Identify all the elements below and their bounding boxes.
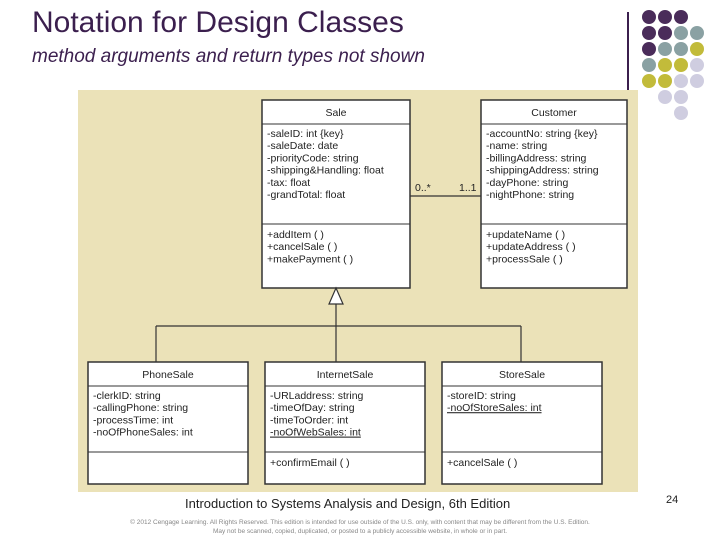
internet-sale-attribute: -noOfWebSales: int: [270, 426, 361, 439]
copyright-line-2: May not be scanned, copied, duplicated, or posted to a publicly accessible website, in whole or in part.: [212, 528, 508, 535]
phone-sale-attribute: -callingPhone: string: [93, 402, 189, 415]
decorative-dot: [674, 42, 688, 56]
customer-method: +updateAddress ( ): [486, 241, 576, 254]
store-sale-method: +cancelSale ( ): [447, 457, 518, 469]
decorative-dot: [658, 90, 672, 104]
sale-attribute: -grandTotal: float: [267, 189, 346, 201]
multiplicity-sale: 0..*: [415, 182, 431, 194]
decorative-dot: [658, 42, 672, 56]
internet-sale-method: +confirmEmail ( ): [270, 457, 350, 469]
customer-attribute: -nightPhone: string: [486, 189, 575, 201]
store-sale-class-name: StoreSale: [498, 369, 546, 381]
sale-method: +cancelSale ( ): [267, 241, 338, 254]
decorative-dot: [674, 26, 688, 40]
decorative-dot: [642, 58, 656, 72]
store-sale-attribute: -noOfStoreSales: int: [447, 402, 542, 415]
sale-attribute: -saleID: int {key}: [267, 128, 344, 140]
internet-sale-attribute: -URLaddress: string: [270, 390, 364, 402]
phone-sale-attribute: -clerkID: string: [93, 390, 161, 402]
decorative-dot: [690, 58, 704, 72]
decorative-dot: [690, 26, 704, 40]
decorative-dot: [642, 42, 656, 56]
slide-title: Notation for Design Classes: [32, 6, 404, 39]
internet-sale-attribute: -timeToOrder: int: [270, 414, 349, 427]
copyright-line-1: © 2012 Cengage Learning. All Rights Reserved. This edition is intended for use outside of the U.S. only, with content that may be different from the U.S. Edition.: [130, 519, 590, 526]
phone-sale-class-name: PhoneSale: [142, 369, 194, 381]
sale-attribute: -shipping&Handling: float: [267, 164, 384, 177]
sale-method: +makePayment ( ): [267, 253, 354, 266]
page-number: 24: [666, 494, 679, 506]
decorative-divider: [627, 12, 629, 92]
decorative-dot: [642, 74, 656, 88]
decorative-dot: [674, 58, 688, 72]
slide-subtitle: method arguments and return types not shown: [32, 46, 425, 67]
phone-sale-attribute: -processTime: int: [93, 414, 174, 427]
decorative-dot: [658, 74, 672, 88]
internet-sale-class-name: InternetSale: [316, 369, 374, 381]
decorative-dot: [642, 10, 656, 24]
multiplicity-customer: 1..1: [459, 182, 477, 194]
customer-attribute: -shippingAddress: string: [486, 164, 599, 177]
decorative-dot: [674, 74, 688, 88]
customer-method: +processSale ( ): [486, 253, 563, 266]
generalization-arrowhead: [329, 288, 343, 304]
customer-class-name: Customer: [531, 107, 577, 119]
sale-attribute: -tax: float: [267, 176, 311, 189]
decorative-dot: [658, 10, 672, 24]
customer-attribute: -dayPhone: string: [486, 176, 569, 189]
footer-text: Introduction to Systems Analysis and Design, 6th Edition: [185, 496, 511, 511]
customer-attribute: -billingAddress: string: [486, 152, 587, 165]
phone-sale-attribute: -noOfPhoneSales: int: [93, 426, 193, 439]
decorative-dot: [642, 26, 656, 40]
sale-method: +addItem ( ): [267, 229, 324, 241]
decorative-dot: [674, 106, 688, 120]
customer-attribute: -accountNo: string {key}: [486, 128, 598, 140]
internet-sale-attribute: -timeOfDay: string: [270, 402, 355, 415]
uml-diagram-svg: [78, 90, 638, 492]
decorative-dot: [658, 26, 672, 40]
sale-class-name: Sale: [325, 107, 347, 119]
store-sale-attribute: -storeID: string: [447, 390, 516, 402]
customer-method: +updateName ( ): [486, 229, 566, 241]
sale-attribute: -priorityCode: string: [267, 152, 359, 165]
decorative-dot: [690, 42, 704, 56]
decorative-dot: [674, 10, 688, 24]
decorative-dot: [658, 58, 672, 72]
customer-attribute: -name: string: [486, 140, 548, 153]
uml-class-diagram: [78, 90, 638, 492]
decorative-dot: [690, 74, 704, 88]
sale-attribute: -saleDate: date: [267, 140, 339, 153]
copyright-notice: [60, 518, 660, 536]
decorative-dot: [674, 90, 688, 104]
